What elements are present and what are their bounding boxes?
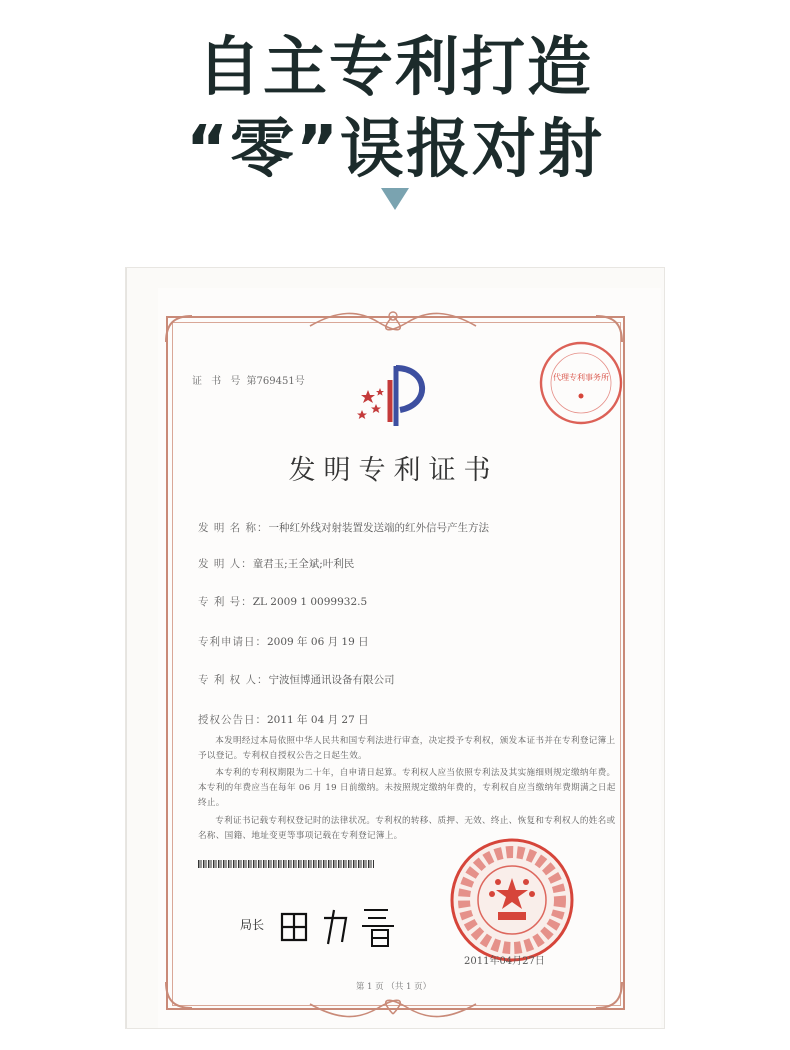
top-ornament-icon bbox=[308, 308, 478, 334]
agency-seal-text: 代理专利事务所 bbox=[553, 373, 609, 382]
field-label: 专利申请日： bbox=[198, 636, 267, 648]
certificate-number-value: 第769451号 bbox=[246, 376, 305, 387]
field-filing-date bbox=[198, 634, 369, 649]
bottom-ornament-icon bbox=[308, 998, 478, 1020]
field-label: 授权公告日： bbox=[198, 714, 267, 726]
field-label: 发 明 人： bbox=[198, 558, 253, 570]
certificate-number-label: 证 书 号 bbox=[192, 376, 244, 387]
certificate-paragraph: 本专利的专利权期限为二十年，自申请日起算。专利权人应当依照专利法及其实施细则规定缴纳年费。本专利的年费应当在每年 06 月 19 日前缴纳。未按照规定缴纳年费的，专利权自应当缴纳年费期满之日起终止。 bbox=[198, 768, 616, 808]
field-label: 发 明 名 称： bbox=[198, 522, 269, 534]
certificate-title: 发明专利证书 bbox=[288, 455, 499, 486]
down-arrow-icon bbox=[381, 188, 409, 210]
certificate-number bbox=[192, 372, 305, 387]
director-label: 局长 bbox=[240, 918, 265, 932]
field-patent-owner bbox=[198, 672, 395, 687]
certificate-paragraph: 本发明经过本局依照中华人民共和国专利法进行审查，决定授予专利权，颁发本证书并在专利登记簿上予以登记。专利权自授权公告之日起生效。 bbox=[198, 736, 616, 761]
field-invention-name bbox=[198, 520, 489, 535]
headline-line-1: 自主专利打造 bbox=[197, 31, 593, 105]
field-value: 2009 年 06 月 19 日 bbox=[267, 636, 369, 648]
field-inventor bbox=[198, 556, 354, 571]
field-value: 一种红外线对射装置发送端的红外信号产生方法 bbox=[268, 522, 490, 534]
patent-office-logo-icon bbox=[352, 360, 442, 432]
field-label: 专 利 号： bbox=[198, 596, 253, 608]
seal-date: 2011年04月27日 bbox=[464, 956, 545, 967]
field-label: 专 利 权 人： bbox=[198, 674, 269, 686]
field-value: ZL 2009 1 0099932.5 bbox=[252, 596, 368, 608]
agency-seal-icon bbox=[538, 340, 624, 426]
page-footer: 第 1 页 （共 1 页） bbox=[355, 982, 432, 992]
field-value: 童君玉;王全斌;叶利民 bbox=[252, 558, 355, 570]
corner-ornament-icon bbox=[164, 314, 194, 344]
director-signature bbox=[276, 900, 406, 950]
barcode-icon bbox=[198, 860, 374, 868]
field-value: 2011 年 04 月 27 日 bbox=[267, 714, 369, 726]
scan-edge bbox=[126, 268, 127, 1028]
field-grant-date bbox=[198, 712, 369, 727]
certificate-scan bbox=[126, 268, 664, 1028]
state-ip-office-seal-icon bbox=[448, 836, 576, 964]
certificate-paragraph: 专利证书记载专利权登记时的法律状况。专利权的转移、质押、无效、终止、恢复和专利权人的姓名或名称、国籍、地址变更等事项记载在专利登记簿上。 bbox=[198, 816, 616, 841]
field-value: 宁波恒博通讯设备有限公司 bbox=[268, 674, 395, 686]
certificate-page bbox=[158, 288, 661, 1028]
field-patent-number bbox=[198, 594, 367, 609]
headline-line-2: “零”误报对射 bbox=[185, 113, 605, 187]
